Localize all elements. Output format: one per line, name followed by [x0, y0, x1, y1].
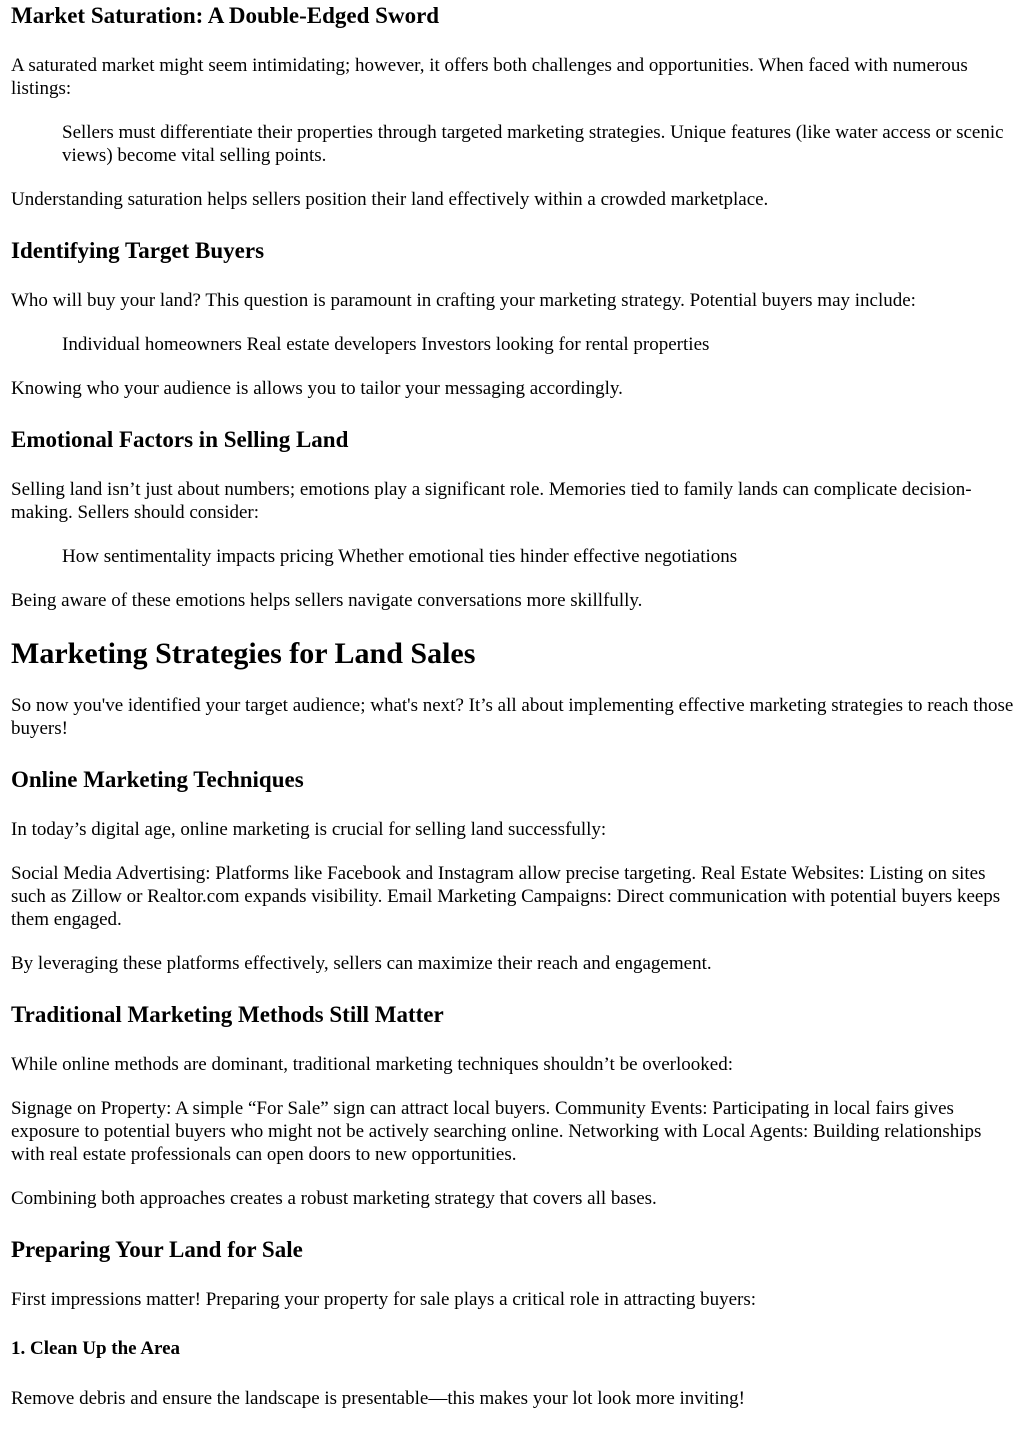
section-heading-online-marketing: Online Marketing Techniques [11, 767, 304, 792]
section-heading-target-buyers: Identifying Target Buyers [11, 238, 265, 263]
paragraph: First impressions matter! Preparing your property for sale plays a critical role in attracting buyers: [11, 1289, 757, 1310]
paragraph: By leveraging these platforms effectively, sellers can maximize their reach and engagement. [11, 953, 712, 974]
section-heading-market-saturation: Market Saturation: A Double-Edged Sword [11, 3, 440, 28]
paragraph: Remove debris and ensure the landscape is presentable—this makes your lot look more inviting! [11, 1388, 745, 1409]
paragraph: Who will buy your land? This question is paramount in crafting your marketing strategy. Potential buyers may include: [11, 290, 916, 311]
section-heading-emotional-factors: Emotional Factors in Selling Land [11, 427, 349, 452]
paragraph: Understanding saturation helps sellers position their land effectively within a crowded marketplace. [11, 189, 769, 210]
blockquote: Individual homeowners Real estate developers Investors looking for rental properties [62, 334, 710, 355]
section-heading-marketing-strategies: Marketing Strategies for Land Sales [11, 637, 476, 670]
paragraph: Being aware of these emotions helps sellers navigate conversations more skillfully. [11, 590, 643, 611]
paragraph: Signage on Property: A simple “For Sale” sign can attract local buyers. Community Events: Participating in local fairs gives exposure to potential buyers who might not be actively searching online. Networking with Local Agents: Building relationships with real estate professionals can open doors to new opportunities. [11, 1098, 982, 1165]
paragraph: Social Media Advertising: Platforms like Facebook and Instagram allow precise targeting. Real Estate Websites: Listing on sites such as Zillow or Realtor.com expands visibility. Email Marketing Campaigns: Direct communication with potential buyers keeps them engaged. [11, 863, 1001, 930]
section-heading-preparing-land: Preparing Your Land for Sale [11, 1237, 303, 1262]
paragraph: So now you've identified your target audience; what's next? It’s all about implementing effective marketing strategies to reach those buyers! [11, 695, 1014, 739]
article-body [0, 2, 1024, 1410]
paragraph: Knowing who your audience is allows you to tailor your messaging accordingly. [11, 378, 623, 399]
blockquote: How sentimentality impacts pricing Whether emotional ties hinder effective negotiations [62, 546, 738, 567]
paragraph: While online methods are dominant, traditional marketing techniques shouldn’t be overlooked: [11, 1054, 733, 1075]
section-heading-traditional-marketing: Traditional Marketing Methods Still Matter [11, 1002, 444, 1027]
paragraph: Selling land isn’t just about numbers; emotions play a significant role. Memories tied to family lands can complicate decision-making. Sellers should consider: [11, 479, 972, 523]
paragraph: Combining both approaches creates a robust marketing strategy that covers all bases. [11, 1188, 657, 1209]
paragraph: A saturated market might seem intimidating; however, it offers both challenges and opportunities. When faced with numerous listings: [11, 55, 968, 99]
subheading-clean-up: 1. Clean Up the Area [11, 1338, 181, 1359]
blockquote: Sellers must differentiate their properties through targeted marketing strategies. Unique features (like water access or scenic views) become vital selling points. [62, 122, 1004, 166]
paragraph: In today’s digital age, online marketing is crucial for selling land successfully: [11, 819, 607, 840]
